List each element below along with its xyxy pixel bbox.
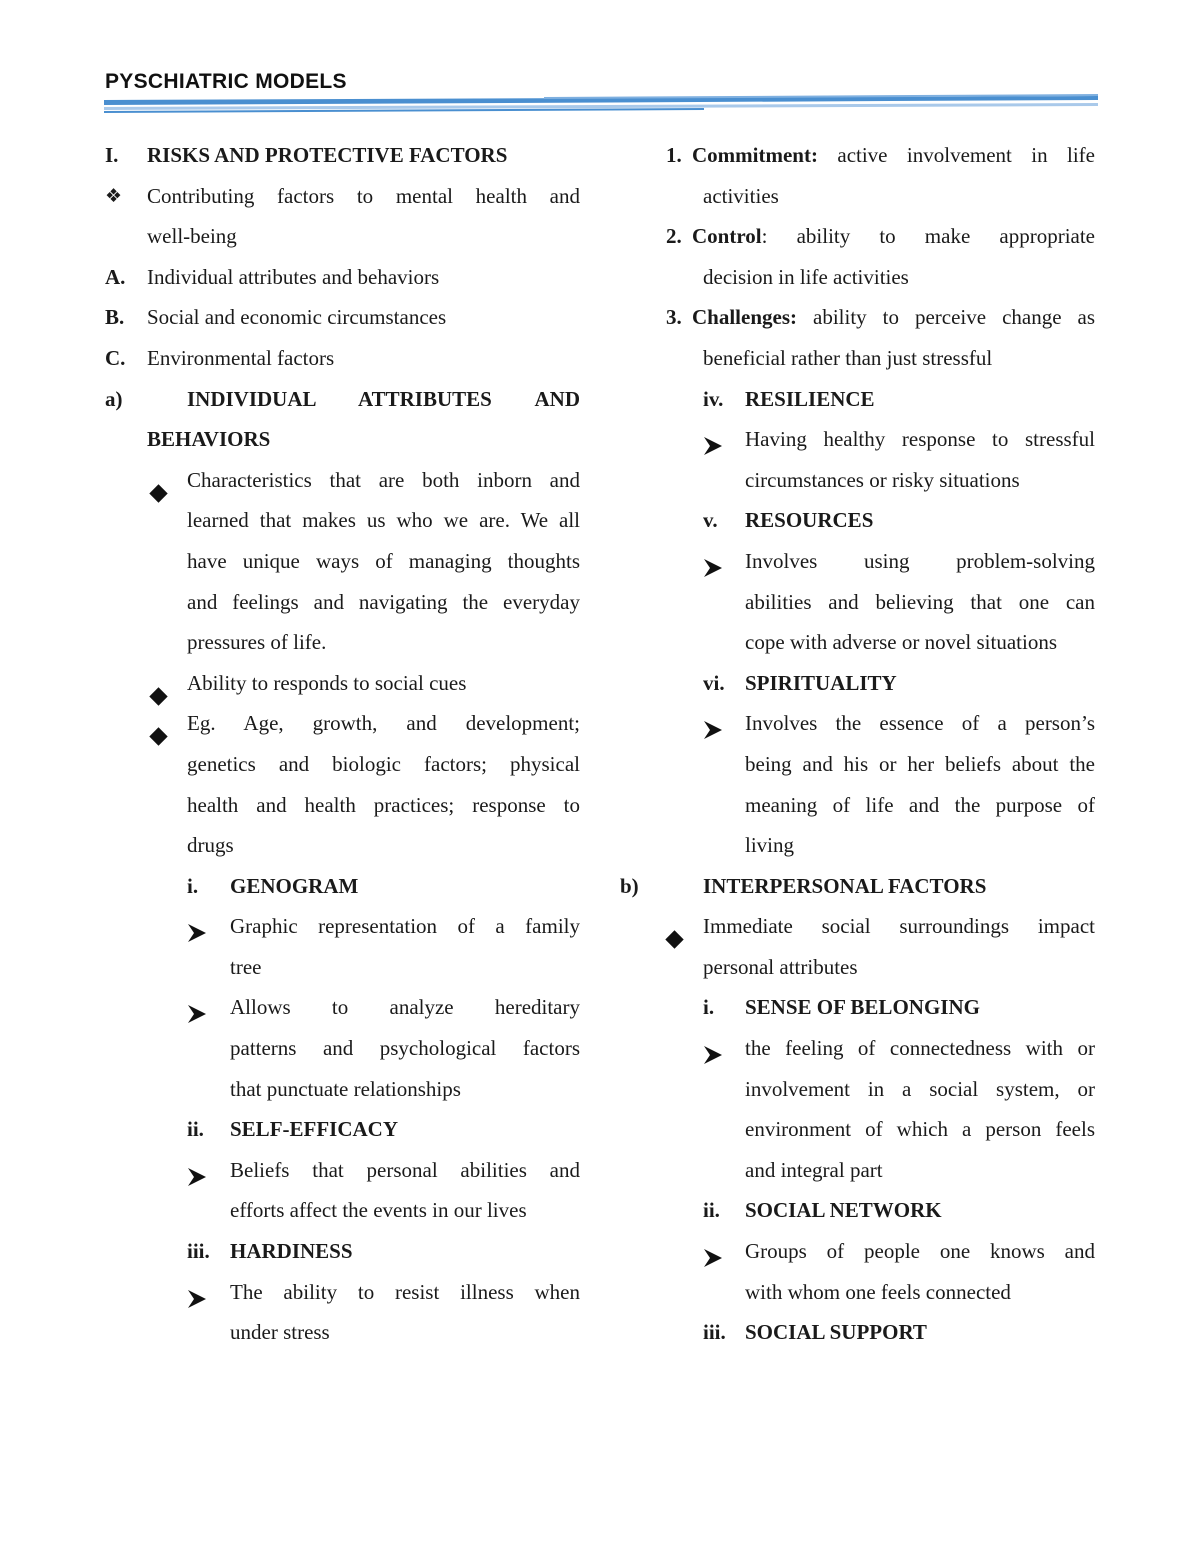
left-column <box>105 135 580 1353</box>
page-title: PYSCHIATRIC MODELS <box>105 70 347 93</box>
four-diamond-bullet-icon: ❖ <box>105 184 123 207</box>
subsection-heading-interpersonal <box>620 866 1095 907</box>
list-item-text: patterns and psychological factors <box>230 1036 580 1061</box>
roman-numeral-marker: i. <box>187 873 199 898</box>
list-item-text: have unique ways of managing thoughts <box>187 548 580 573</box>
list-item-text: decision in life activities <box>703 264 909 289</box>
subheading-resources <box>620 500 1095 541</box>
subheading-title: SPIRITUALITY <box>745 670 897 695</box>
letter-marker: a) <box>105 386 123 411</box>
roman-numeral-marker: i. <box>703 995 715 1020</box>
list-item-text: Graphic representation of a family <box>230 914 580 939</box>
list-item-text: personal attributes <box>703 954 858 979</box>
roman-numeral-marker: vi. <box>703 670 725 695</box>
arrow-item <box>620 1028 1095 1069</box>
subheading-hardiness <box>105 1231 580 1272</box>
list-item-text: health and health practices; response to <box>187 792 580 817</box>
list-item-text: cope with adverse or novel situations <box>745 630 1058 655</box>
bullet-examples <box>105 703 580 744</box>
arrow-item <box>105 1272 580 1313</box>
term: Challenges: <box>692 305 797 330</box>
list-item-text: Having healthy response to stressful <box>745 427 1095 452</box>
list-item-text: tree <box>230 954 262 979</box>
subsection-title: BEHAVIORS <box>147 427 271 452</box>
subheading-title: SENSE OF BELONGING <box>745 995 980 1020</box>
subheading-title: GENOGRAM <box>230 873 359 898</box>
subheading-resilience <box>620 379 1095 420</box>
roman-numeral-marker: v. <box>703 508 718 533</box>
subheading-genogram <box>105 866 580 907</box>
term: Commitment: <box>692 143 818 167</box>
subheading-title: SOCIAL NETWORK <box>745 1198 942 1223</box>
arrow-item <box>105 987 580 1028</box>
header-rule <box>104 94 1098 118</box>
number-marker: 3. <box>666 305 682 330</box>
list-item-text: Immediate social surroundings impact <box>703 914 1095 939</box>
letter-marker: C. <box>105 345 126 370</box>
roman-numeral-marker: iii. <box>703 1320 726 1345</box>
list-item-text: Involves using problem-solving <box>745 548 1095 573</box>
list-item-text: abilities and believing that one can <box>745 589 1095 614</box>
list-item-text: beneficial rather than just stressful <box>703 345 993 370</box>
list-item-A <box>105 257 580 298</box>
list-item-text: under stress <box>230 1320 330 1345</box>
list-item-B <box>105 297 580 338</box>
roman-numeral-marker: I. <box>105 143 119 167</box>
list-item-text: and feelings and navigating the everyday <box>187 589 580 614</box>
list-item-text: meaning of life and the purpose of <box>745 792 1095 817</box>
section-heading-risks <box>105 135 580 176</box>
term: Control <box>692 224 762 249</box>
letter-marker: B. <box>105 305 125 330</box>
subheading-title: SOCIAL SUPPORT <box>745 1320 927 1345</box>
list-item-text: circumstances or risky situations <box>745 467 1020 492</box>
subheading-spirituality <box>620 663 1095 704</box>
list-item-text: Contributing factors to mental health and <box>147 183 580 208</box>
list-item-text: Beliefs that personal abilities and <box>230 1157 580 1182</box>
section-title: RISKS AND PROTECTIVE FACTORS <box>147 143 508 167</box>
list-item-text: Allows to analyze hereditary <box>230 995 580 1020</box>
subheading-belonging <box>620 987 1095 1028</box>
list-item-text: pressures of life. <box>187 630 327 655</box>
list-item-text: Involves the essence of a person’s <box>745 711 1095 736</box>
list-item-text: drugs <box>187 833 234 858</box>
list-item-text: genetics and biologic factors; physical <box>187 751 580 776</box>
arrow-item <box>620 1231 1095 1272</box>
numbered-item-control <box>620 216 1095 257</box>
subheading-title: RESILIENCE <box>745 386 875 411</box>
arrow-item <box>620 703 1095 744</box>
list-item-text: with whom one feels connected <box>745 1279 1011 1304</box>
subheading-social-support <box>620 1312 1095 1353</box>
list-item-text: Environmental factors <box>147 345 335 370</box>
list-item-text: Commitment: active involvement in life <box>692 143 1095 167</box>
arrow-item <box>620 419 1095 460</box>
bullet-ability <box>105 663 580 704</box>
number-marker: 1. <box>666 143 682 167</box>
subheading-social-network <box>620 1190 1095 1231</box>
list-item-text: efforts affect the events in our lives <box>230 1198 527 1223</box>
list-item-text: Control: ability to make appropriate <box>692 224 1095 249</box>
letter-marker: A. <box>105 264 126 289</box>
arrow-item <box>105 1150 580 1191</box>
subsection-title: INDIVIDUAL ATTRIBUTES AND <box>187 386 580 411</box>
roman-numeral-marker: iv. <box>703 386 724 411</box>
list-item-text: and integral part <box>745 1157 883 1182</box>
list-item-text: Eg. Age, growth, and development; <box>187 711 580 736</box>
roman-numeral-marker: ii. <box>703 1198 720 1223</box>
list-item-C <box>105 338 580 379</box>
list-item-text: living <box>745 833 795 858</box>
bullet-immediate <box>620 906 1095 947</box>
subsection-heading-individual <box>105 379 580 420</box>
list-item-text: The ability to resist illness when <box>230 1279 580 1304</box>
list-item-text: well-being <box>147 224 237 249</box>
list-item-text: Ability to responds to social cues <box>187 670 467 695</box>
subheading-title: HARDINESS <box>230 1239 353 1264</box>
number-marker: 2. <box>666 224 682 249</box>
list-item-text: environment of which a person feels <box>745 1117 1095 1142</box>
subheading-title: RESOURCES <box>745 508 874 533</box>
list-item-text: learned that makes us who we are. We all <box>187 508 580 533</box>
roman-numeral-marker: iii. <box>187 1239 210 1264</box>
list-item-text: Challenges: ability to perceive change as <box>692 305 1095 330</box>
arrow-item <box>105 906 580 947</box>
list-item-text: involvement in a social system, or <box>745 1076 1095 1101</box>
roman-numeral-marker: ii. <box>187 1117 204 1142</box>
list-item-text: activities <box>703 183 779 208</box>
list-item-text: Social and economic circumstances <box>147 305 447 330</box>
list-item-text: Individual attributes and behaviors <box>147 264 440 289</box>
arrow-item <box>620 541 1095 582</box>
list-item-text: being and his or her beliefs about the <box>745 751 1095 776</box>
numbered-item-challenges <box>620 297 1095 338</box>
subsection-title: INTERPERSONAL FACTORS <box>703 873 987 898</box>
list-item-text: Groups of people one knows and <box>745 1239 1095 1264</box>
bullet-contributing <box>105 176 580 217</box>
list-item-text: Characteristics that are both inborn and <box>187 467 580 492</box>
subheading-self-efficacy <box>105 1109 580 1150</box>
list-item-text: that punctuate relationships <box>230 1076 461 1101</box>
numbered-item-commitment <box>620 135 1095 176</box>
letter-marker: b) <box>620 873 639 898</box>
right-column <box>620 135 1095 1353</box>
bullet-characteristics <box>105 460 580 501</box>
subheading-title: SELF-EFFICACY <box>230 1117 399 1142</box>
list-item-text: the feeling of connectedness with or <box>745 1036 1095 1061</box>
